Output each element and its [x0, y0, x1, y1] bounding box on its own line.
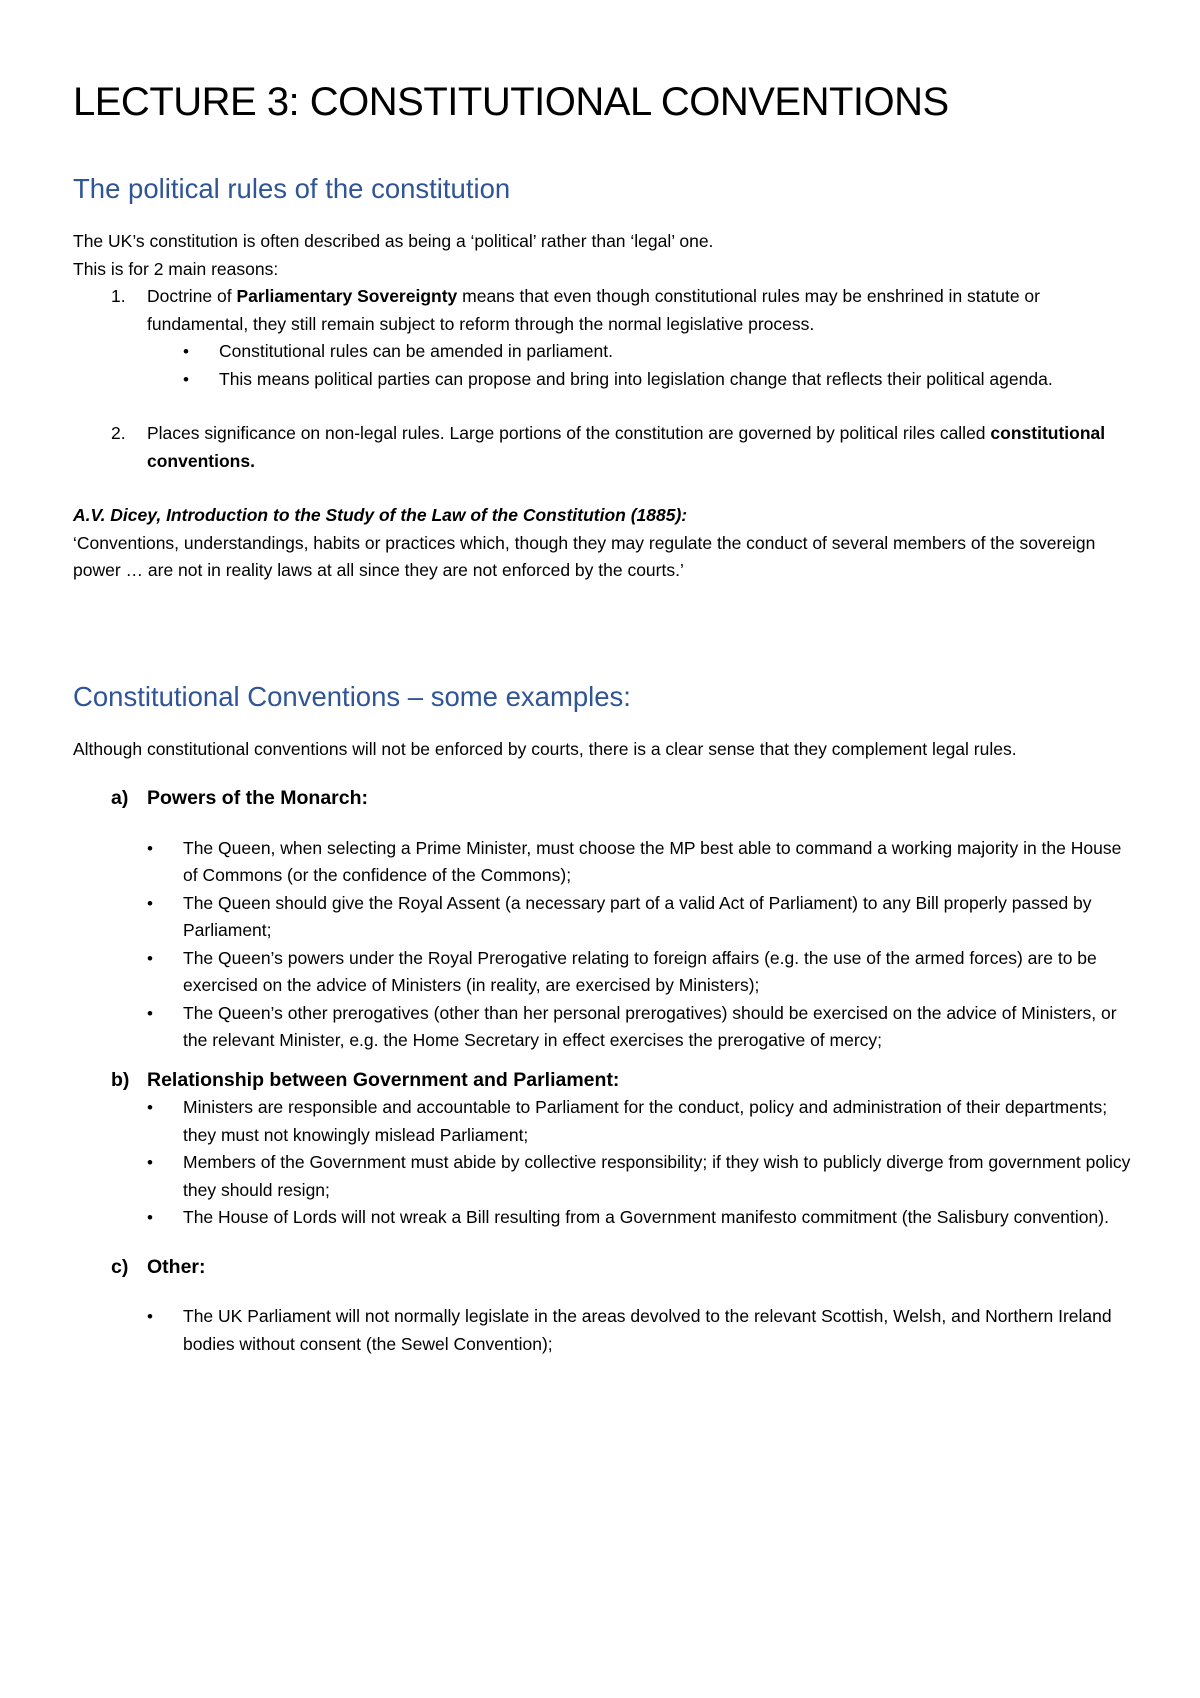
list-item: • The Queen’s other prerogatives (other than her personal prerogatives) should be exercised on the advice of Ministers, or the relevant Minister, e.g. the Home Secretary in effect exercises the prerogative of mercy;: [147, 1000, 1140, 1055]
section-intro: Although constitutional conventions will not be enforced by courts, there is a clear sense that they complement legal rules.: [73, 738, 1017, 759]
numbered-item-1: [73, 283, 1140, 338]
list-item: • The Queen, when selecting a Prime Minister, must choose the MP best able to command a working majority in the House of Commons (or the confidence of the Commons);: [147, 835, 1140, 890]
quote-text: ‘Conventions, understandings, habits or practices which, though they may regulate the conduct of several members of the sovereign power … are not in reality laws at all since they are not enforced by the courts.’: [73, 532, 1096, 580]
item-text: Places significance on non-legal rules. Large portions of the constitution are governed by political riles called constitutional conventions.: [147, 423, 1106, 471]
monarch-bullets: [147, 835, 1140, 1055]
subheading-powers-of-monarch: a) Powers of the Monarch:: [111, 787, 369, 809]
government-bullets: [147, 1094, 1140, 1232]
other-bullets: [147, 1303, 1140, 1358]
numbered-item-2: [73, 420, 1140, 475]
item-number: 1.: [111, 286, 126, 306]
section-heading-examples: Constitutional Conventions – some examples:: [73, 680, 631, 712]
list-item: • The House of Lords will not wreak a Bill resulting from a Government manifesto commitment (the Salisbury convention).: [147, 1204, 1140, 1232]
item-number: 2.: [111, 423, 126, 443]
bold-term: Parliamentary Sovereignty: [236, 286, 458, 306]
subheading-other: c) Other:: [111, 1255, 206, 1278]
section-heading-political-rules: The political rules of the constitution: [73, 173, 511, 204]
page-title: LECTURE 3: CONSTITUTIONAL CONVENTIONS: [73, 80, 949, 124]
bold-term: constitutional conventions.: [147, 423, 1106, 471]
quote-source: A.V. Dicey, Introduction to the Study of the Law of the Constitution (1885):: [73, 505, 688, 525]
list-item: • The Queen should give the Royal Assent (a necessary part of a valid Act of Parliament) to any Bill properly passed by Parliament;: [147, 890, 1140, 945]
list-item: • Constitutional rules can be amended in parliament.: [183, 338, 1140, 366]
item-1-bullets: [183, 338, 1140, 393]
list-item: • The Queen’s powers under the Royal Prerogative relating to foreign affairs (e.g. the use of the armed forces) are to be exercised on the advice of Ministers (in reality, are exercised by Ministers);: [147, 945, 1140, 1000]
list-item: • Ministers are responsible and accountable to Parliament for the conduct, policy and administration of their departments; they must not knowingly mislead Parliament;: [147, 1094, 1140, 1149]
list-item: • This means political parties can propose and bring into legislation change that reflects their political agenda.: [183, 366, 1140, 394]
intro-line-2: This is for 2 main reasons:: [73, 258, 279, 279]
intro-line-1: The UK’s constitution is often described as being a ‘political’ rather than ‘legal’ one.: [73, 231, 714, 251]
list-item: • The UK Parliament will not normally legislate in the areas devolved to the relevant Scottish, Welsh, and Northern Ireland bodies without consent (the Sewel Convention);: [147, 1303, 1140, 1358]
subheading-government-parliament: b) Relationship between Government and Parliament:: [111, 1068, 620, 1091]
list-item: • Members of the Government must abide by collective responsibility; if they wish to publicly diverge from government policy they should resign;: [147, 1149, 1140, 1204]
item-text: Doctrine of Parliamentary Sovereignty means that even though constitutional rules may be enshrined in statute or fundamental, they still remain subject to reform through the normal legislative process.: [147, 286, 1040, 334]
